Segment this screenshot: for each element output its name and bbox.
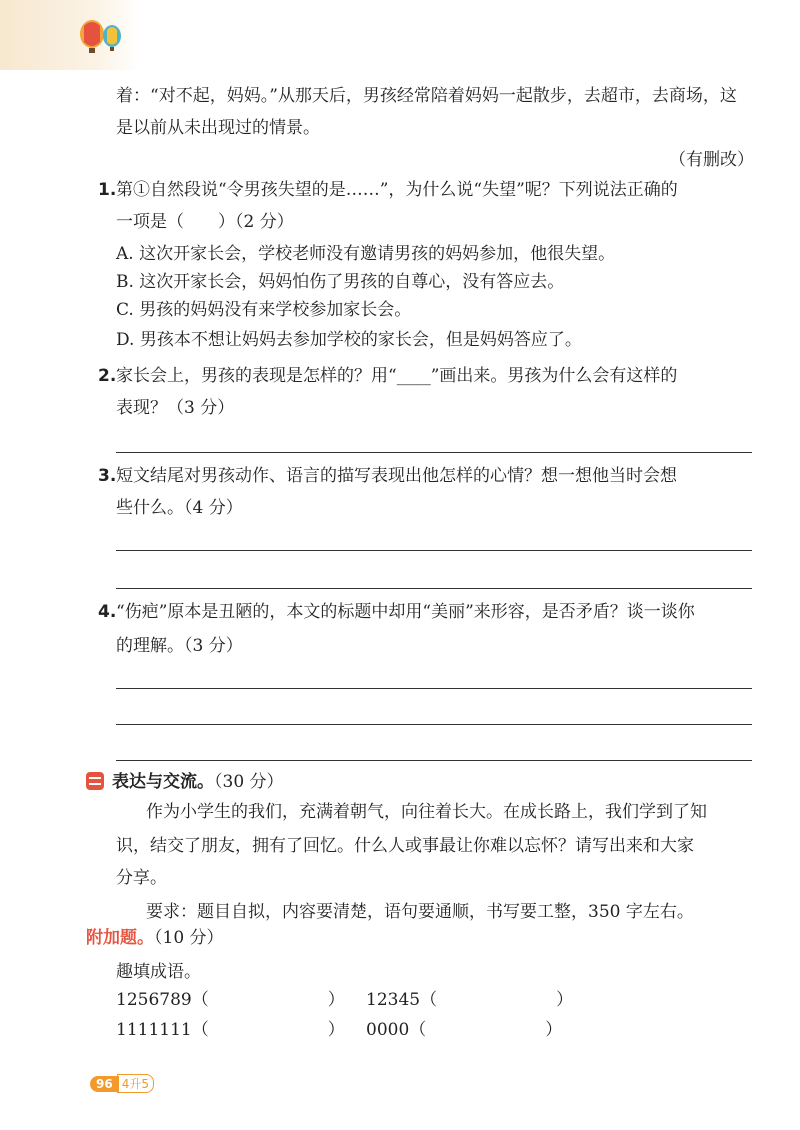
question-2-line: 表现？（3 分） — [116, 398, 235, 418]
idiom-blank[interactable]: 12345（ ） — [366, 990, 574, 1010]
option-a: A. 这次开家长会，学校老师没有邀请男孩的妈妈参加，他很失望。 — [116, 244, 616, 264]
question-1-line: 1. 第①自然段说“令男孩失望的是……”，为什么说“失望”呢？下列说法正确的 — [98, 180, 678, 200]
idiom-blank[interactable]: 1111111（ ） — [116, 1020, 345, 1040]
option-b: B. 这次开家长会，妈妈怕伤了男孩的自尊心，没有答应去。 — [116, 272, 565, 292]
grade-label: 4升5 — [117, 1074, 154, 1093]
question-4-line: 的理解。（3 分） — [116, 636, 243, 656]
section-heading: 表达与交流。（30 分） — [86, 772, 284, 792]
section-three-icon — [86, 772, 104, 790]
bonus-instruction: 趣填成语。 — [116, 962, 201, 982]
question-3-line: 些什么。（4 分） — [116, 498, 243, 518]
idiom-blank[interactable]: 1256789（ ） — [116, 990, 345, 1010]
page-number: 96 — [90, 1076, 119, 1092]
option-d: D. 男孩本不想让妈妈去参加学校的家长会，但是妈妈答应了。 — [116, 330, 582, 350]
question-3-line: 3. 短文结尾对男孩动作、语言的描写表现出他怎样的心情？想一想他当时会想 — [98, 466, 677, 486]
page-footer — [90, 1074, 154, 1093]
section-body-line: 作为小学生的我们，充满着朝气，向往着长大。在成长路上，我们学到了知 — [146, 802, 707, 822]
answer-line[interactable] — [116, 688, 752, 689]
question-number: 3. — [98, 466, 117, 486]
section-body-line: 识，结交了朋友，拥有了回忆。什么人或事最让你难以忘怀？请写出来和大家 — [116, 836, 694, 856]
section-requirement: 要求：题目自拟，内容要清楚，语句要通顺，书写要工整，350 字左右。 — [146, 902, 694, 922]
bonus-heading: 附加题。（10 分） — [86, 928, 224, 948]
question-number: 1. — [98, 180, 117, 200]
hot-air-balloon-icon — [70, 16, 130, 66]
question-4-line: 4. “伤疤”原本是丑陋的，本文的标题中却用“美丽”来形容，是否矛盾？谈一谈你 — [98, 602, 695, 622]
answer-line[interactable] — [116, 588, 752, 589]
source-note: （有删改） — [669, 150, 754, 170]
answer-line[interactable] — [116, 550, 752, 551]
idiom-blank[interactable]: 0000（ ） — [366, 1020, 563, 1040]
question-number: 4. — [98, 602, 117, 622]
passage-line: 是以前从未出现过的情景。 — [116, 118, 320, 138]
answer-line[interactable] — [116, 760, 752, 761]
answer-line[interactable] — [116, 452, 752, 453]
answer-line[interactable] — [116, 724, 752, 725]
question-number: 2. — [98, 366, 117, 386]
passage-line: 着：“对不起，妈妈。”从那天后，男孩经常陪着妈妈一起散步，去超市，去商场，这 — [116, 86, 737, 106]
question-1-line: 一项是（ ）（2 分） — [116, 212, 294, 232]
section-body-line: 分享。 — [116, 868, 167, 888]
option-c: C. 男孩的妈妈没有来学校参加家长会。 — [116, 300, 412, 320]
question-2-line: 2. 家长会上，男孩的表现是怎样的？用“____”画出来。男孩为什么会有这样的 — [98, 366, 678, 386]
